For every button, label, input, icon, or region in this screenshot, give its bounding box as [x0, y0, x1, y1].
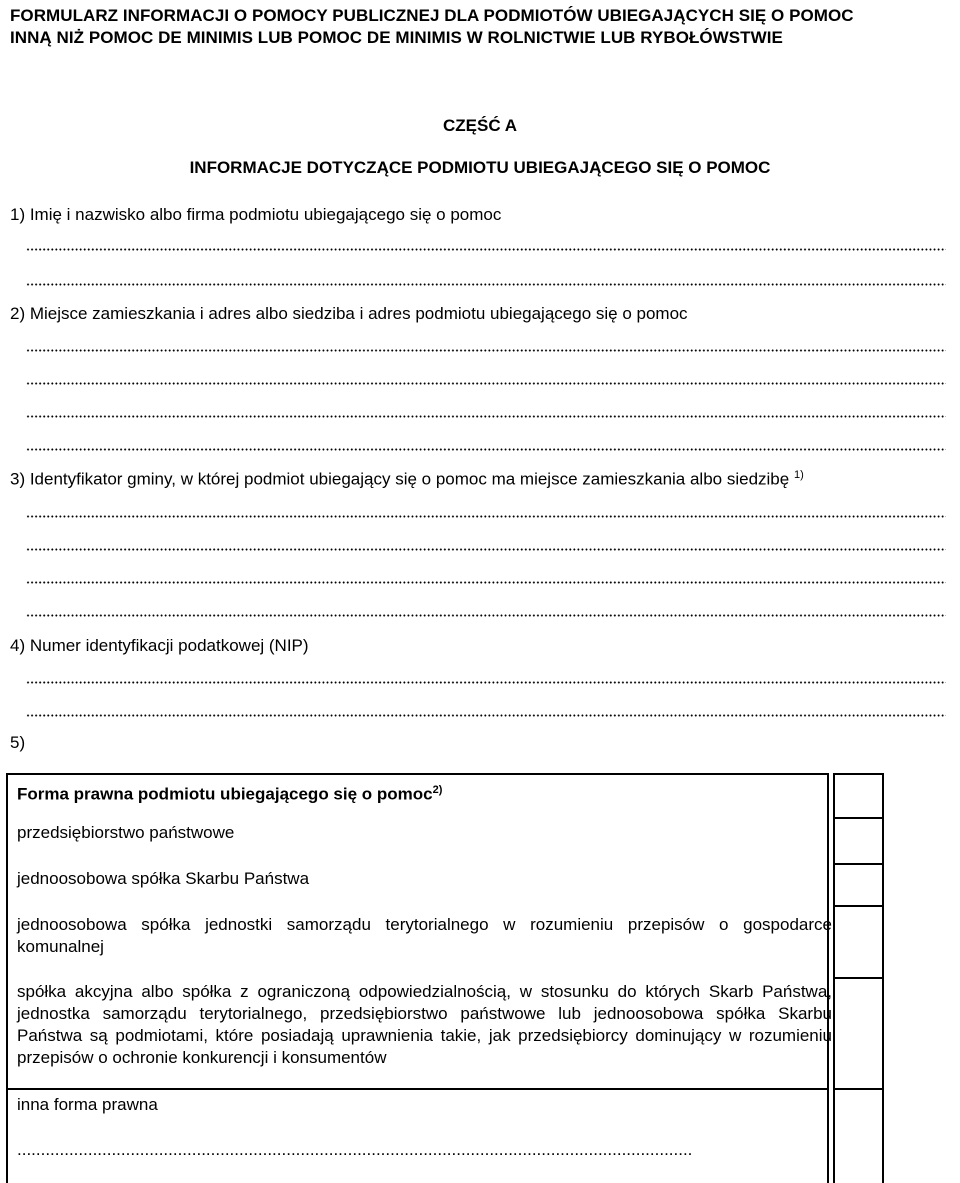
answer-line-q1-1[interactable] — [26, 248, 946, 251]
page-title — [10, 5, 955, 49]
question-4-label: 4) Numer identyfikacji podatkowej (NIP) — [10, 636, 309, 655]
question-3-text: 3) Identyfikator gminy, w której podmiot ubiegający się o pomoc ma miejsce zamieszkania albo siedzibę — [10, 469, 790, 489]
legal-form-header-text: Forma prawna podmiotu ubiegającego się o pomoc — [17, 784, 433, 804]
answer-line-q3-4[interactable] — [26, 614, 946, 617]
option-przedsiebiorstwo-panstwowe: przedsiębiorstwo państwowe — [17, 823, 235, 842]
option-jednoosobowa-spolka-skarbu-panstwa: jednoosobowa spółka Skarbu Państwa — [17, 869, 310, 888]
answer-line-q3-2[interactable] — [26, 548, 946, 551]
footnote-ref-2: 2) — [432, 784, 443, 796]
footnote-ref-1: 1) — [793, 469, 804, 481]
option-spolka-jst: jednoosobowa spółka jednostki samorządu terytorialnego w rozumieniu przepisów o gospodarce komunalnej — [17, 915, 832, 956]
question-2-label: 2) Miejsce zamieszkania i adres albo siedziba i adres podmiotu ubiegającego się o pomoc — [10, 304, 688, 323]
checkbox-spolka-jst[interactable] — [835, 907, 882, 977]
answer-line-q2-1[interactable] — [26, 349, 946, 352]
answer-line-q2-4[interactable] — [26, 448, 946, 451]
answer-line-q3-3[interactable] — [26, 581, 946, 584]
legal-form-header — [17, 779, 832, 806]
table-row-separator — [6, 1088, 829, 1090]
answer-line-q4-1[interactable] — [26, 681, 946, 684]
answer-line-q2-2[interactable] — [26, 382, 946, 385]
answer-line-q2-3[interactable] — [26, 415, 946, 418]
legal-form-table — [6, 773, 960, 1183]
question-5-label: 5) — [10, 733, 26, 752]
table-top-border — [6, 773, 829, 775]
answer-line-q3-1[interactable] — [26, 515, 946, 518]
checkbox-inna-forma-prawna[interactable] — [835, 1090, 882, 1183]
checkbox-jednoosobowa-spolka-skarbu-panstwa[interactable] — [835, 865, 882, 905]
checkbox-spolka-akcyjna-zoo[interactable] — [835, 979, 882, 1088]
title-line-2: INNĄ NIŻ POMOC DE MINIMIS LUB POMOC DE MINIMIS W ROLNICTWIE LUB RYBOŁÓWSTWIE — [10, 28, 783, 47]
part-label: CZĘŚĆ A — [443, 116, 517, 135]
title-line-1: FORMULARZ INFORMACJI O POMOCY PUBLICZNEJ DLA PODMIOTÓW UBIEGAJĄCYCH SIĘ O POMOC — [10, 6, 854, 25]
section-heading: INFORMACJE DOTYCZĄCE PODMIOTU UBIEGAJĄCEGO SIĘ O POMOC — [189, 158, 771, 177]
table-left-border — [6, 773, 8, 1183]
answer-line-q4-2[interactable] — [26, 714, 946, 717]
checkbox-column-top-border — [833, 773, 884, 775]
option-inna-forma-prawna: inna forma prawna — [17, 1095, 158, 1114]
option-spolka-akcyjna-zoo: spółka akcyjna albo spółka z ograniczoną odpowiedzialnością, w stosunku do których Skarb Państwa, jednostka samorządu terytorialnego, przedsiębiorstwo państwowe lub jednoosobowa spółka Skarbu Państwa są podmiotami, które posiadają uprawnienia takie, jak przedsiębiorcy dominujący w rozumieniu przepisów o ochronie konkurencji i konsumentów — [17, 982, 832, 1067]
other-form-input-line[interactable]: ............................................................................................................................................... — [17, 1140, 693, 1159]
checkbox-przedsiebiorstwo-panstwowe[interactable] — [835, 819, 882, 863]
answer-line-q1-2[interactable] — [26, 283, 946, 286]
question-3-label — [10, 469, 804, 490]
question-1-label: 1) Imię i nazwisko albo firma podmiotu ubiegającego się o pomoc — [10, 205, 502, 224]
